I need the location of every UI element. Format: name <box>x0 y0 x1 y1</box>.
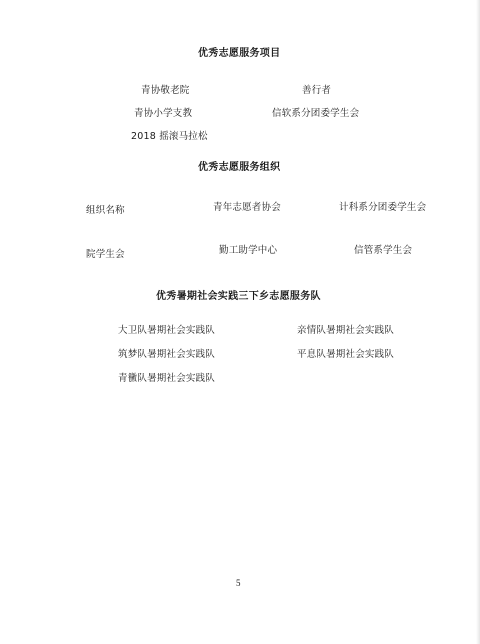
summer-team-item: 筑梦队暑期社会实践队 <box>118 349 216 360</box>
page-number: 5 <box>236 578 241 588</box>
summer-team-item: 亲情队暑期社会实践队 <box>297 325 395 336</box>
project-item: 善行者 <box>302 85 332 96</box>
section-title-summer-teams: 优秀暑期社会实践三下乡志愿服务队 <box>156 291 321 302</box>
organization-item: 计科系分团委学生会 <box>339 202 427 213</box>
organization-item: 院学生会 <box>86 249 125 260</box>
organization-item: 信管系学生会 <box>354 245 413 256</box>
summer-team-item: 平息队暑期社会实践队 <box>297 349 395 360</box>
organization-item: 青年志愿者协会 <box>213 202 281 213</box>
organization-label: 组织名称 <box>86 205 125 216</box>
section-title-projects: 优秀志愿服务项目 <box>198 48 281 59</box>
project-item: 信软系分团委学生会 <box>272 108 360 119</box>
summer-team-item: 大卫队暑期社会实践队 <box>118 325 216 336</box>
page-edge-shadow <box>476 0 480 644</box>
project-item: 青协敬老院 <box>141 85 190 96</box>
section-title-organizations: 优秀志愿服务组织 <box>198 162 281 173</box>
organization-item: 勤工助学中心 <box>219 245 278 256</box>
summer-team-item: 青黴队暑期社会实践队 <box>118 373 216 384</box>
project-item: 2018 摇滚马拉松 <box>131 131 208 142</box>
project-item: 青协小学支教 <box>134 108 193 119</box>
